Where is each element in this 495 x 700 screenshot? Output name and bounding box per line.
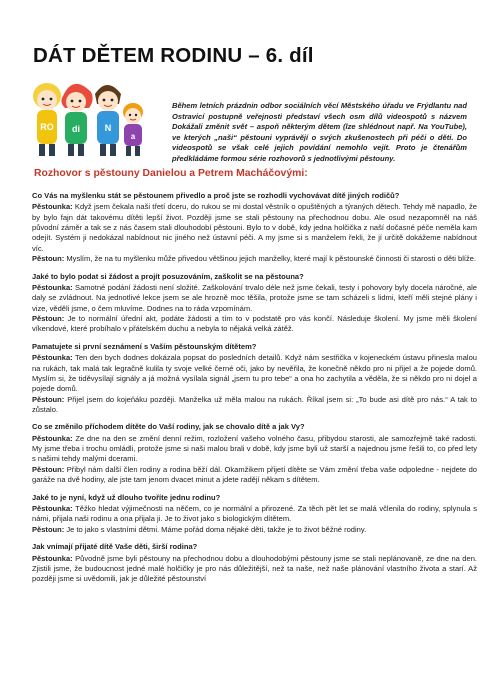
qa-block (32, 191, 477, 264)
qa-block (32, 542, 477, 584)
answer (32, 434, 477, 465)
answer-text: Ze dne na den se změní denní režim, rozložení vašeho volného času, přibydou starosti, ale samozřejmě také radosti. My jsme třeba i trochu omládli, protože jsme si naši malou brali v době, kdy jsme byli už starší a najednou jsme řešili to, co před lety s našimi tehdy malými dcerami. (32, 433, 477, 464)
child-figure-1 (33, 83, 61, 156)
child-figure-4 (123, 103, 143, 156)
logo-letter-1: RO (40, 122, 54, 132)
answer-text: Samotné podání žádosti není složité. Zaškolování trvalo déle než jsme čekali, testy i pohovory byly docela náročné, ale daly se zvládnout. Na jednotlivé lekce jsem se ale hrozně moc těšila, protože jsme se tam scházeli s lidmi, kteří měli stejné plány i vize, věděli jsme, o čem mluvíme. Dodnes na to ráda vzpomínám. (32, 282, 477, 313)
speaker-label: Pěstoun: (32, 394, 65, 404)
question: Co Vás na myšlenku stát se pěstounem přivedlo a proč jste se rozhodli vychovávat dítě jiných rodičů? (32, 191, 400, 200)
interview-content (32, 191, 477, 592)
qa-block (32, 493, 477, 535)
answer (32, 283, 477, 314)
question: Pamatujete si první seznámení s Vaším pěstounským dítětem? (32, 341, 257, 351)
answer (32, 353, 477, 394)
page-title: DÁT DĚTEM RODINU – 6. díl (33, 44, 314, 67)
logo-letter-3: N (104, 123, 112, 133)
answer-text: Přibyl nám další člen rodiny a rodina běží dál. Okamžikem přijetí dítěte se Vám změní třeba vaše odpoledne - nejdete do garáže na dvě hodiny, ale jste tam jenom dvacet minut a jdete radějí někam s dítětem. (32, 464, 477, 485)
answer-text: Původně jsme byli pěstouny na přechodnou dobu a dlouhodobými pěstouny jsme se stali neplánovaně, ze dne na den. Zjistili jsme, že budoucnost jedné malé holčičky je pro nás důležitější, než ta naše, než naše plánování vlastního života a starí. Až později jsme si uvědomili, jak je důležité pěstounství (32, 553, 477, 584)
logo-letter-4: a (130, 132, 136, 141)
answer-text: Myslím, že na tu myšlenku může přivedou většinou jejich manželky, které mají k pěstounské činnosti či starosti o děti blíže. (64, 254, 477, 264)
speaker-label: Pěstounka: (32, 433, 73, 443)
logo-letter-2: di (72, 124, 80, 134)
question: Jaké to je nyní, když už dlouho tvoříte jednu rodinu? (32, 492, 221, 502)
question: Co se změnilo příchodem dítěte do Vaší rodiny, jak se chovalo dítě a jak Vy? (32, 422, 305, 432)
speaker-label: Pěstoun: (32, 254, 65, 264)
speaker-label: Pěstounka: (32, 353, 73, 363)
child-figure-2 (61, 84, 92, 156)
qa-block (32, 272, 477, 335)
speaker-label: Pěstounka: (32, 282, 73, 292)
intro-paragraph (172, 101, 467, 165)
qa-block (32, 342, 477, 415)
speaker-label: Pěstounka: (32, 202, 73, 212)
speaker-label: Pěstoun: (32, 313, 65, 323)
question: Jak vnímají přijaté dítě Vaše děti, širší rodina? (32, 542, 198, 552)
answer (32, 314, 477, 335)
qa-block (32, 422, 477, 485)
answer-text: Je to jako s vlastními dětmi. Máme pořád doma nějaké děti, takže je to život běžné rodiny. (64, 524, 367, 534)
intro-text: Během letních prázdnin odbor sociálních věcí Městského úřadu ve Frýdlantu nad Ostravicí postupně veřejnosti představí všech osm dílů videospotů s názvem Dokážali změnit svět – aspoň některým dětem (lze shlédnout např. Na YouTube), ve kterých „naši“ pěstouni vyprávějí o svých zkušenostech při péči o děti. Do videospotů se však celé jejich povídání nemohlo vejít. Proto je čtenářům předkládáme formou série rozhovorů s jednotlivými pěstouny. (172, 101, 467, 163)
answer-text: Je to normální úřední akt, podáte žádosti a tím to v podstatě pro vás končí. Následuje školení. My jsme měli školení víkendové, které probíhalo v přátelském duchu a nebyla to nějaká velká zátěž. (32, 313, 477, 334)
answer (32, 465, 477, 486)
answer-text: Když jsem čekala naši třetí dceru, do rukou se mi dostal věstník o opuštěných a týraných dětech. Tehdy mě napadlo, že by bylo fajn dát takovému dítěti lepší život. Později jsme se stali pěstouny na přechodnou dobu. Ale osud nezapomněl na náš původní záměr a tak se z nás časem stali dlouhodobí pěstouni. Bylo to v době, kdy jedna holčička z naší dočasné péče neměla kam odejít. Systém ji nedokázal nabídnout nic jiného než ústavní péči. A my jsme si s manželem řekli, že jí určitě dokážeme nabídnout víc. (32, 202, 477, 253)
answer-text: Ten den bych dodnes dokázala popsat do posledních detailů. Když nám sestřička v kojeneckém ústavu přinesla malou na rukách, tak malá tak legračně kulila ty svoje velké černé oči, jako by nevěřila, že konečně někdo pro ni přijel a že pojede domů. Myslím si, že tiděvysílají signály a já možná vysílala signál „jsem tu pro tebe“ a ona ho zachytila a věděla, že si někdo pro ni dojel a pojede domů. (32, 353, 477, 394)
answer (32, 395, 477, 416)
children-logo (29, 70, 146, 160)
child-figure-3 (95, 85, 121, 156)
answer (32, 254, 477, 264)
interview-subtitle: Rozhovor s pěstouny Danielou a Petrem Macháčovými: (34, 168, 308, 179)
question: Jaké to bylo podat si žádost a projít posuzováním, zaškolit se na pěstouna? (32, 271, 304, 281)
answer (32, 202, 477, 254)
speaker-label: Pěstoun: (32, 524, 65, 534)
answer (32, 504, 477, 525)
answer-text: Těžko hledat výjimečnosti na něčem, co je normální a přirozené. Za těch pět let se malá včlenila do rodiny, splynula s námi, přijala naši rodinu a ona přijala ji. Je to život jako s biologickým dítětem. (32, 504, 477, 524)
answer (32, 525, 477, 535)
speaker-label: Pěstoun: (32, 464, 65, 474)
answer-text: Přijel jsem do kojeňáku později. Manželka už měla malou na rukách. Říkal jsem si: „To bude asi dítě pro nás.“ A tak to zůstalo. (32, 394, 477, 414)
speaker-label: Pěstounka: (32, 504, 73, 514)
answer (32, 554, 477, 585)
speaker-label: Pěstounka: (32, 553, 73, 563)
